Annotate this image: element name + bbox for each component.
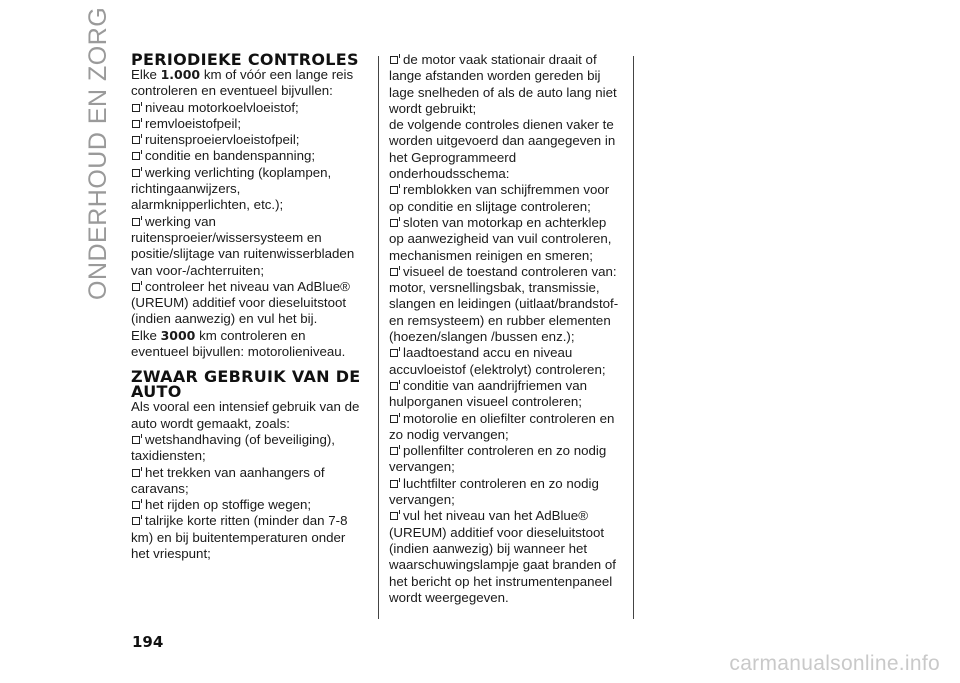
list-item — [131, 432, 363, 465]
checkbox-bullet-icon — [390, 382, 398, 390]
heading-zwaar-gebruik: ZWAAR GEBRUIK VAN DE AUTO — [131, 367, 361, 402]
list-item — [131, 100, 363, 116]
checkbox-bullet-icon — [390, 415, 398, 423]
list-item-text: het rijden op stoffige wegen; — [145, 497, 312, 513]
list-item-text: de motor vaak stationair draait of lange afstanden worden gereden bij lage snelheden of als de auto lang niet wordt gebruikt; — [389, 52, 617, 116]
intro-value: 1.000 — [160, 67, 201, 82]
checkbox-bullet-icon — [132, 283, 140, 291]
list-item-text: ruitensproeiervloeistofpeil; — [145, 132, 300, 148]
list-item — [131, 279, 363, 328]
checkbox-bullet-icon — [390, 349, 398, 357]
checkbox-bullet-icon — [390, 512, 398, 520]
checkbox-bullet-icon — [390, 480, 398, 488]
list-item — [131, 116, 363, 132]
list-item — [131, 148, 363, 164]
list-item-text: niveau motorkoelvloeistof; — [145, 99, 299, 115]
intro-post: km of vóór een lange reis controleren en eventueel bijvullen: — [131, 67, 354, 99]
list-item — [389, 182, 621, 215]
checkbox-bullet-icon — [132, 436, 140, 444]
intro-paragraph — [131, 67, 363, 100]
section-side-title: ONDERHOUD EN ZORG — [84, 6, 112, 300]
list-item — [389, 215, 621, 264]
right-column — [389, 52, 621, 606]
list-item-text: laadtoestand accu en niveau accuvloeistof (elektrolyt) controleren; — [389, 345, 606, 377]
list-item-text: conditie van aandrijfriemen van hulporganen visueel controleren; — [389, 377, 588, 410]
checkbox-bullet-icon — [132, 136, 140, 144]
checkbox-bullet-icon — [132, 501, 140, 509]
check-list-1 — [131, 100, 363, 328]
checkbox-bullet-icon — [390, 219, 398, 227]
second-post: km controleren en eventueel bijvullen: motorolieniveau. — [131, 327, 346, 360]
intro-pre: Elke — [131, 67, 157, 82]
heading-periodieke-controles: PERIODIEKE CONTROLES — [131, 50, 359, 69]
page-number: 194 — [132, 633, 164, 651]
second-pre: Elke — [131, 327, 157, 343]
list-item-text: controleer het niveau van AdBlue® (UREUM) additief voor dieseluitstoot (indien aanwezig) en vul het bij. — [131, 278, 350, 327]
checkbox-bullet-icon — [132, 169, 140, 177]
column-divider-right — [633, 56, 634, 619]
watermark: carmanualsonline.info — [729, 652, 940, 675]
list-item — [389, 443, 621, 476]
list-item-text: conditie en bandenspanning; — [145, 148, 316, 164]
check-list-2 — [131, 432, 363, 562]
list-item-text: remblokken van schijfremmen voor op conditie en slijtage controleren; — [389, 182, 610, 214]
list-item — [389, 345, 621, 378]
checkbox-bullet-icon — [390, 186, 398, 194]
list-item — [389, 411, 621, 444]
list-item-text: wetshandhaving (of beveiliging), taxidiensten; — [131, 431, 335, 464]
list-item-text: motorolie en oliefilter controleren en zo nodig vervangen; — [389, 410, 615, 442]
checkbox-bullet-icon — [132, 152, 140, 160]
list-item — [131, 465, 363, 498]
left-column — [131, 52, 363, 562]
frequent-checks-intro: de volgende controles dienen vaker te worden uitgevoerd dan aangegeven in het Geprogrammeerd onderhoudsschema: — [389, 117, 616, 182]
checkbox-bullet-icon — [132, 120, 140, 128]
list-item — [389, 378, 621, 411]
list-item-text: luchtfilter controleren en zo nodig vervangen; — [389, 475, 599, 508]
list-item-text: remvloeistofpeil; — [145, 115, 242, 131]
list-item-text: werking van ruitensproeier/wissersysteem en positie/slijtage van ruitenwisserbladen van voor-/achterruiten; — [131, 213, 355, 278]
checkbox-bullet-icon — [132, 104, 140, 112]
list-item-text: talrijke korte ritten (minder dan 7-8 km) en bij buitentemperaturen onder het vriespunt; — [131, 513, 348, 562]
list-item — [389, 508, 621, 606]
list-item — [389, 476, 621, 509]
list-item — [131, 497, 363, 513]
list-item-text: visueel de toestand controleren van: motor, versnellingsbak, transmissie, slangen en leidingen (uitlaat/brandstof-en remsysteem) en rubber elementen (hoezen/slangen /bussen enz.); — [389, 263, 619, 345]
list-item-text: pollenfilter controleren en zo nodig vervangen; — [389, 443, 607, 475]
list-item-text: het trekken van aanhangers of caravans; — [131, 464, 325, 496]
list-item-text: sloten van motorkap en achterklep op aanwezigheid van vuil controleren, mechanismen reinigen en smeren; — [389, 214, 612, 263]
checkbox-bullet-icon — [390, 447, 398, 455]
checkbox-bullet-icon — [132, 469, 140, 477]
checkbox-bullet-icon — [390, 56, 398, 64]
column-divider-left — [378, 56, 379, 619]
second-value: 3000 — [160, 327, 196, 343]
list-item — [131, 165, 363, 214]
list-item — [389, 264, 621, 345]
list-item — [131, 214, 363, 279]
list-item-text: werking verlichting (koplampen, richtingaanwijzers, alarmknipperlichten, etc.); — [131, 164, 332, 213]
check-list-3 — [389, 182, 621, 606]
checkbox-bullet-icon — [132, 218, 140, 226]
list-item — [389, 52, 621, 117]
list-item — [131, 132, 363, 148]
list-item — [131, 513, 363, 562]
checkbox-bullet-icon — [132, 517, 140, 525]
second-interval-paragraph — [131, 328, 363, 361]
heavy-use-intro: Als vooral een intensief gebruik van de auto wordt gemaakt, zoals: — [131, 399, 360, 431]
list-item-text: vul het niveau van het AdBlue® (UREUM) additief voor dieseluitstoot (indien aanwezig) bij wanneer het waarschuwingslampje gaat branden of het bericht op het instrumentenpaneel wordt weergegeven. — [389, 508, 616, 605]
checkbox-bullet-icon — [390, 268, 398, 276]
